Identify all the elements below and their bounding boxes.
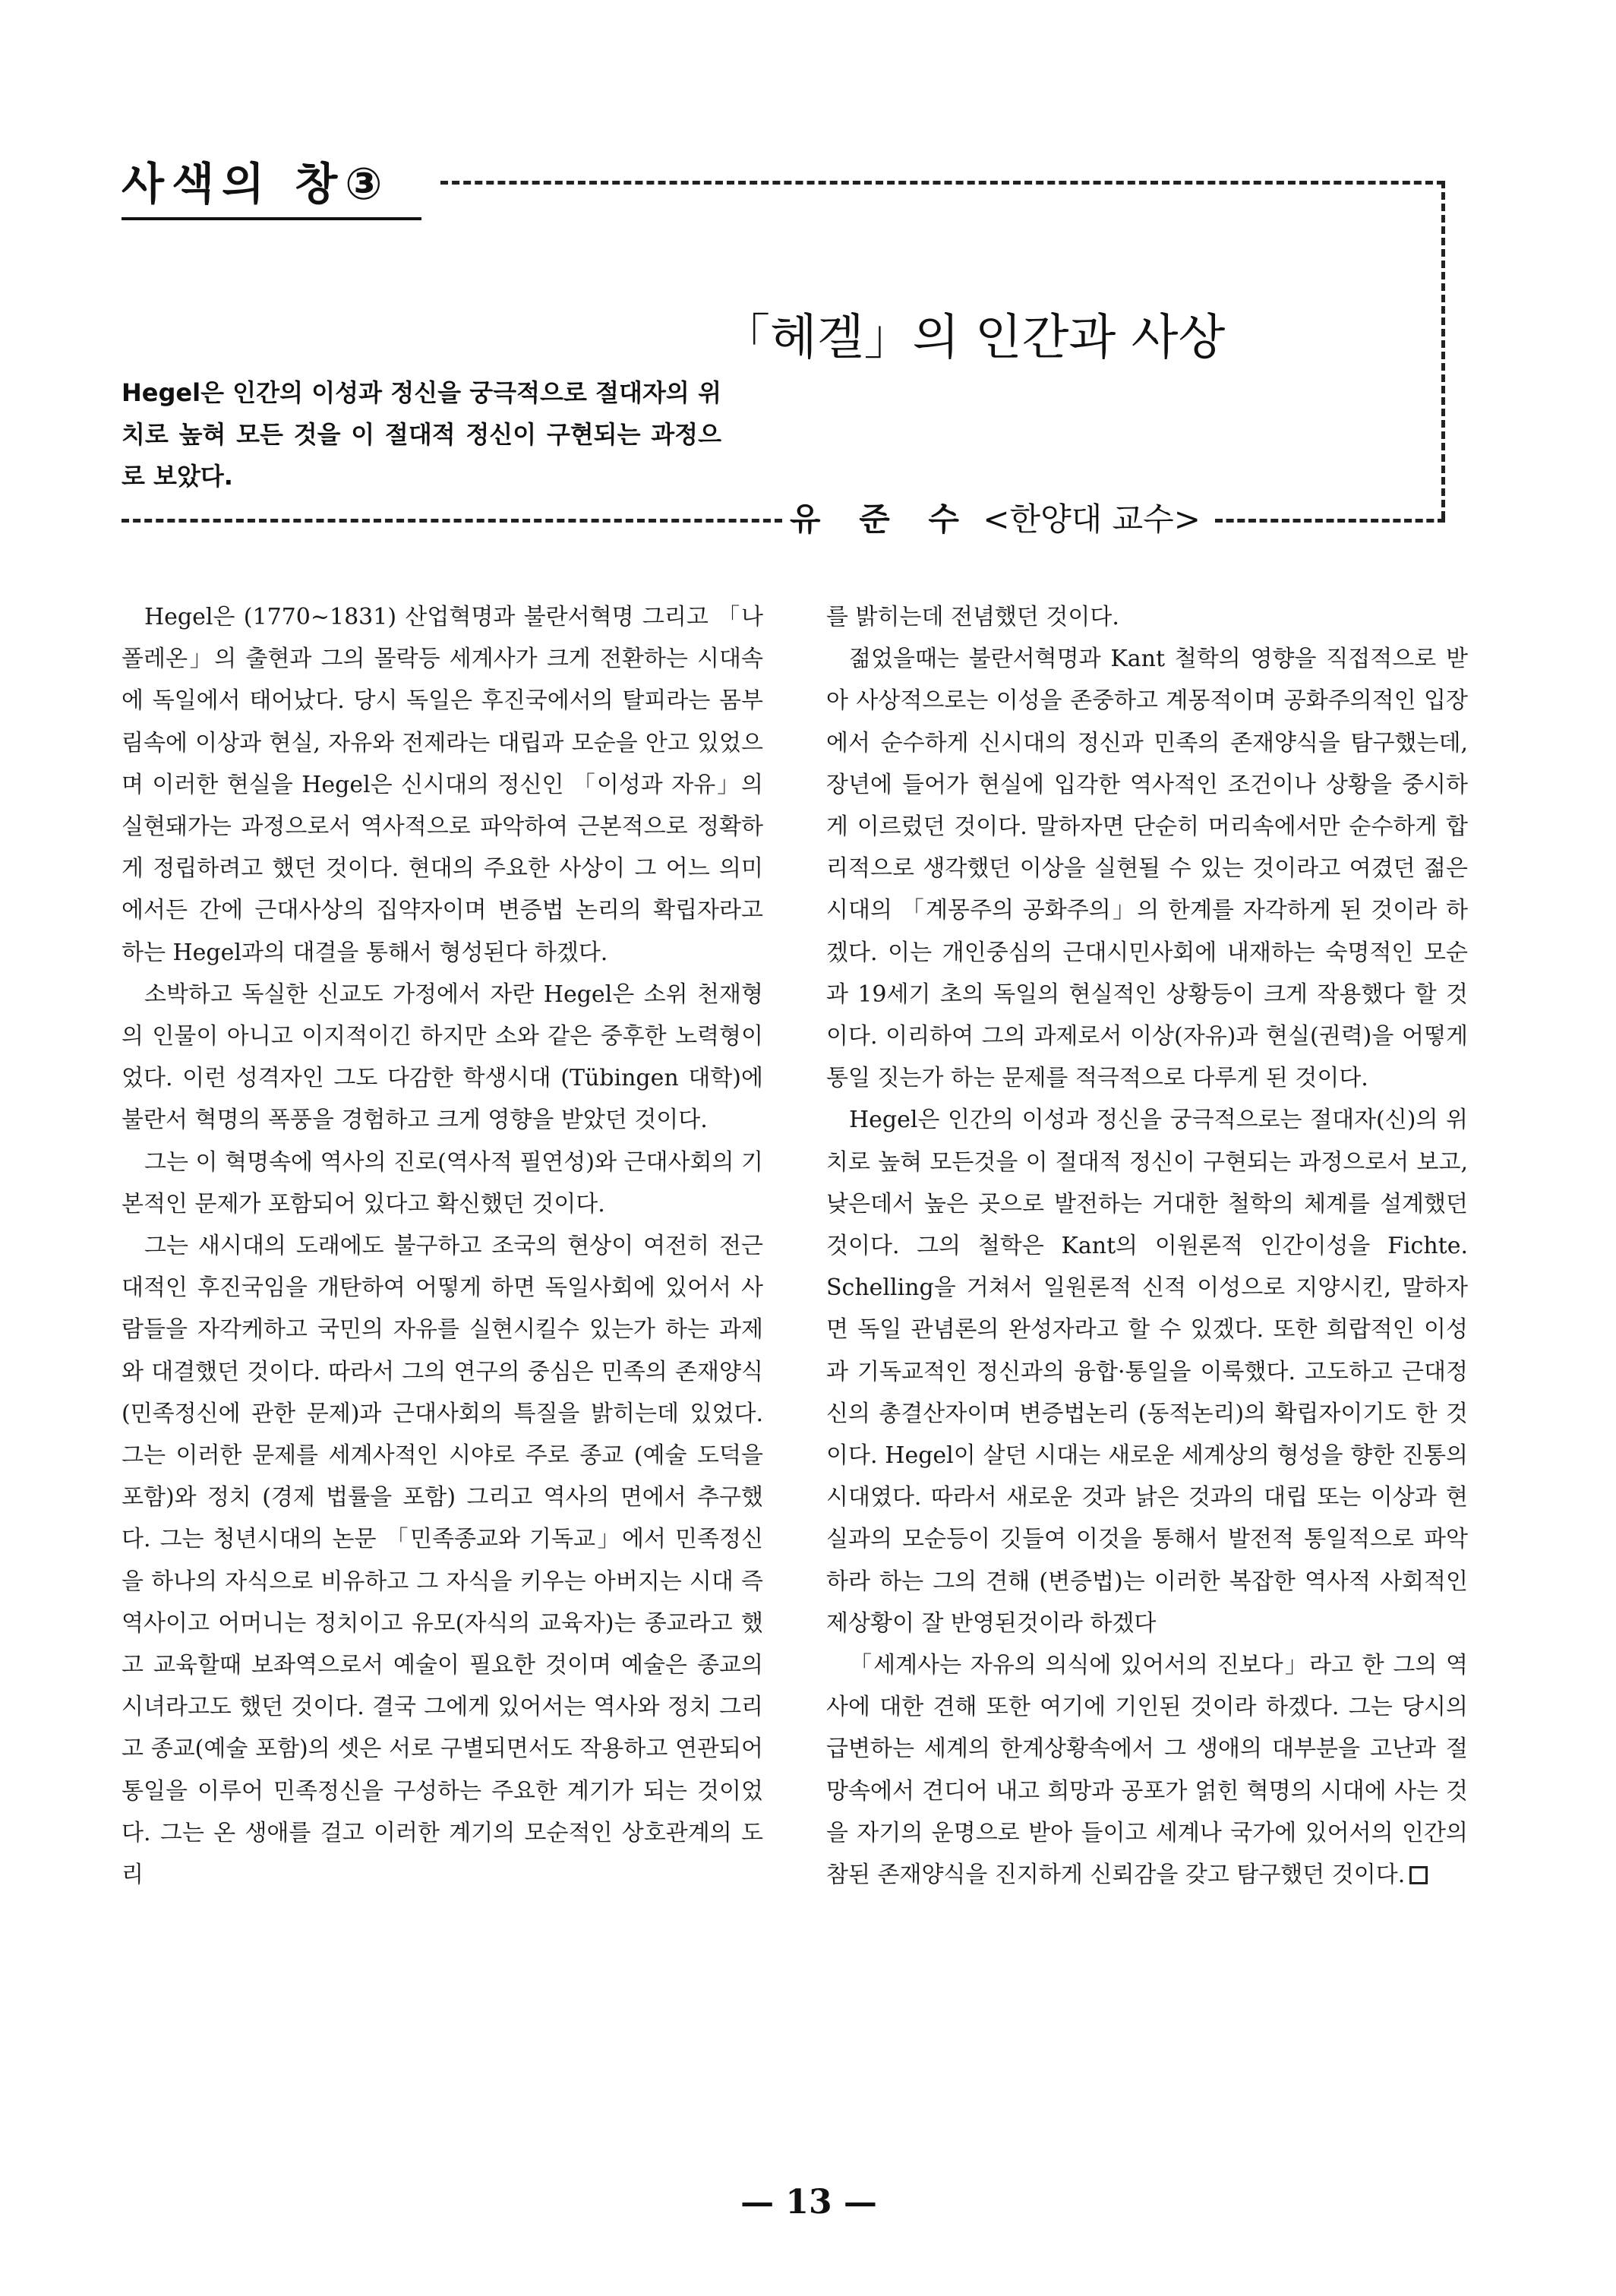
paragraph: 를 밝히는데 전념했던 것이다. [826,604,1119,630]
article-title: 「헤겔」의 인간과 사상 [721,310,1226,366]
author-name: 유 준 수 [790,501,973,538]
paragraph: Hegel은 인간의 이성과 정신을 궁극적으로는 절대자(신)의 위치로 높혀 모든것을 이 절대적 정신이 구현되는 과정으로서 보고, 낮은데서 높은 곳으로 발전하는 거대한 철학의 체계를 설계했던 것이다. 그의 철학은 Kant의 이원론적 인간이성을 Fichte. Schelling을 거쳐서 일원론적 신적 이성으로 지양시킨, 말하자면 독일 관념론의 완성자라고 할 수 있겠다. 또한 희랍적인 이성과 기독교적인 정신과의 융합·통일을 이룩했다. 고도하고 근대정신의 총결산자이며 변증법논리 (동적논리)의 확립자이기도 한 것이다. Hegel이 살던 시대는 새로운 세계상의 형성을 향한 진통의 시대였다. 따라서 새로운 것과 낡은 것과의 대립 또는 이상과 현실과의 모순등이 깃들여 이것을 통해서 발전적 통일적으로 파악하라 하는 그의 견해 (변증법)는 이러한 복잡한 역사적 사회적인 제상황이 잘 반영된것이라 하겠다 [826,1107,1468,1637]
header-dashed-border-bottom-right [1215,519,1445,523]
paragraph: 그는 이 혁명속에 역사의 진로(역사적 필연성)와 근대사회의 기본적인 문제가 포함되어 있다고 확신했던 것이다. [122,1148,763,1217]
series-title-underline [122,217,421,220]
paragraph: 소박하고 독실한 신교도 가정에서 자란 Hegel은 소위 천재형의 인물이 아니고 이지적이긴 하지만 소와 같은 중후한 노력형이었다. 이런 성격자인 그도 다감한 학생시대 (Tübingen 대학)에 불란서 혁명의 폭풍을 경험하고 크게 영향을 받았던 것이다. [122,981,763,1134]
series-title: 사색의 창③ [122,158,390,210]
paragraph: 젊었을때는 불란서혁명과 Kant 철학의 영향을 직접적으로 받아 사상적으로는 이성을 존중하고 계몽적이며 공화주의적인 입장에서 순수하게 신시대의 정신과 민족의 존재양식을 탐구했는데, 장년에 들어가 현실에 입각한 역사적인 조건이나 상황을 중시하게 이르렀던 것이다. 말하자면 단순히 머리속에서만 순수하게 합리적으로 생각했던 이상을 실현될 수 있는 것이라고 여겼던 젊은 시대의 「계몽주의 공화주의」의 한계를 자각하게 된 것이라 하겠다. 이는 개인중심의 근대시민사회에 내재하는 숙명적인 모순과 19세기 초의 독일의 현실적인 상황등이 크게 작용했다 할 것이다. 이리하여 그의 과제로서 이상(자유)과 현실(권력)을 어떻게 통일 짓는가 하는 문제를 적극적으로 다루게 된 것이다. [826,646,1468,1092]
article-summary: Hegel은 인간의 이성과 정신을 궁극적으로 절대자의 위치로 높혀 모든 것을 이 절대적 정신이 구현되는 과정으로 보았다. [122,378,721,491]
header-dashed-border-right [1441,181,1445,519]
paragraph-final [826,1644,1468,1896]
end-mark-icon [1409,1866,1428,1884]
page-number: — 13 — [740,2183,877,2222]
header-dashed-border-top [440,181,1444,185]
byline [790,495,1215,544]
paragraph-text: 「세계사는 자유의 의식에 있어서의 진보다」라고 한 그의 역사에 대한 견해 또한 여기에 기인된 것이라 하겠다. 그는 당시의 급변하는 세계의 한계상황속에서 그 생애의 대부분을 고난과 절망속에서 견디어 내고 희망과 공포가 얽힌 혁명의 시대에 사는 것을 자기의 운명으로 받아 들이고 세계나 국가에 있어서의 인간의 참된 존재양식을 진지하게 신뢰감을 갖고 탐구했던 것이다. [826,1652,1468,1889]
author-affiliation: <한양대 교수> [983,501,1201,538]
body-column-right [826,596,1468,2153]
body-column-left [122,596,763,2153]
paragraph: Hegel은 (1770~1831) 산업혁명과 불란서혁명 그리고 「나폴레온」의 출현과 그의 몰락등 세계사가 크게 전환하는 시대속에 독일에서 태어났다. 당시 독일은 후진국에서의 탈피라는 몸부림속에 이상과 현실, 자유와 전제라는 대립과 모순을 안고 있었으며 이러한 현실을 Hegel은 신시대의 정신인 「이성과 자유」의 실현돼가는 과정으로서 역사적으로 파악하여 근본적으로 정확하게 정립하려고 했던 것이다. 현대의 주요한 사상이 그 어느 의미에서든 간에 근대사상의 집약자이며 변증법 논리의 확립자라고 하는 Hegel과의 대결을 통해서 형성된다 하겠다. [122,604,763,966]
header-dashed-border-bottom-left [122,519,782,523]
paragraph: 그는 새시대의 도래에도 불구하고 조국의 현상이 여전히 전근대적인 후진국임을 개탄하여 어떻게 하면 독일사회에 있어서 사람들을 자각케하고 국민의 자유를 실현시킬수 있는가 하는 과제와 대결했던 것이다. 따라서 그의 연구의 중심은 민족의 존재양식(민족정신에 관한 문제)과 근대사회의 특질을 밝히는데 있었다. 그는 이러한 문제를 세계사적인 시야로 주로 종교 (예술 도덕을 포함)와 정치 (경제 법률을 포함) 그리고 역사의 면에서 추구했다. 그는 청년시대의 논문 「민족종교와 기독교」에서 민족정신을 하나의 자식으로 비유하고 그 자식을 키우는 아버지는 시대 즉 역사이고 어머니는 정치이고 유모(자식의 교육자)는 종교라고 했고 교육할때 보좌역으로서 예술이 필요한 것이며 예술은 종교의 시녀라고도 했던 것이다. 결국 그에게 있어서는 역사와 정치 그리고 종교(예술 포함)의 셋은 서로 구별되면서도 작용하고 연관되어 통일을 이루어 민족정신을 구성하는 주요한 계기가 되는 것이었다. 그는 온 생애를 걸고 이러한 계기의 모순적인 상호관계의 도리 [122,1233,763,1889]
